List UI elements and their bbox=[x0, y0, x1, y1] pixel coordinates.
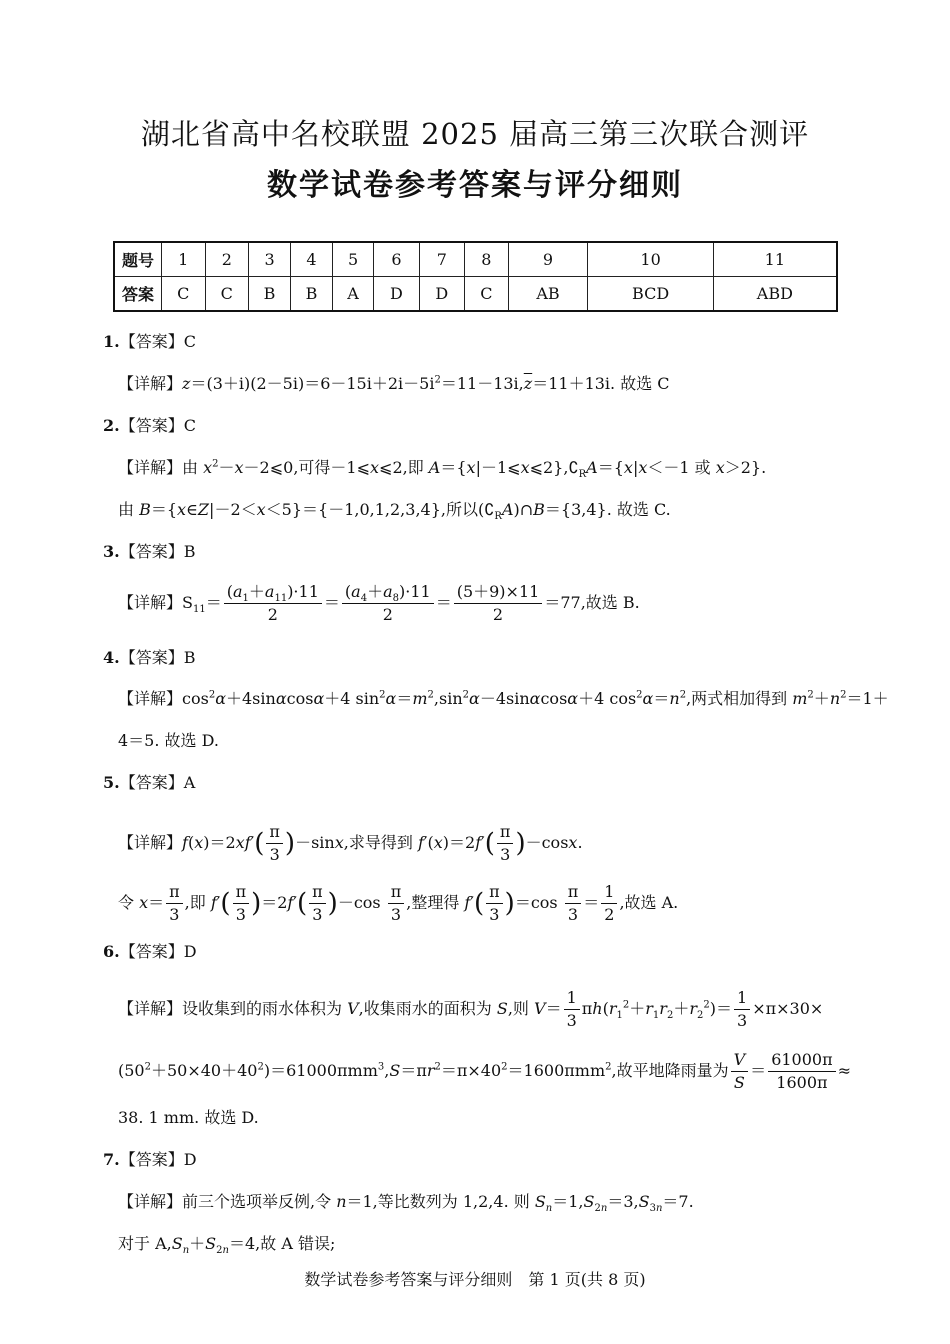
question-2-detail: 【详解】由 $x^2-x-2⩽0$,可得－1⩽x⩽2,即 $A=\{x|-1⩽x⩽2\},∁_RA=\{x|x<-1$ 或 x＞2}. bbox=[118, 458, 767, 481]
question-7-header bbox=[103, 1150, 197, 1170]
question-7-detail: 【详解】前三个选项举反例,令 n＝1,等比数列为 1,2,4. 则 $S_n=1,S_{2n}=3,S_{3n}=7$. bbox=[118, 1192, 694, 1215]
page-title: 湖北省高中名校联盟 2025 届高三第三次联合测评 bbox=[140, 117, 810, 151]
answer-label: 【答案】D bbox=[119, 942, 197, 961]
table-cell: BCD bbox=[588, 277, 713, 312]
page-subtitle: 数学试卷参考答案与评分细则 bbox=[267, 168, 683, 203]
question-number: 5. bbox=[103, 773, 120, 792]
table-header-cell: 答案 bbox=[114, 277, 162, 312]
question-4-detail: 【详解】$\cos^2\alpha+4\sin\alpha\cos\alpha+4$ $\sin^2\alpha=m^2,\sin^2\alpha-4\sin\alpha\cos\alpha+4$ $\cos^2\alpha=n^2$,两式相加得到 $m^2+n^2=1+$ bbox=[118, 689, 889, 708]
table-cell: 10 bbox=[588, 242, 713, 277]
question-7-detail-2: 对于 $A,S_n+S_{2n}=4$,故 A 错误; bbox=[118, 1234, 336, 1257]
table-cell: 2 bbox=[205, 242, 249, 277]
table-cell: D bbox=[419, 277, 464, 312]
question-5-detail-2: 令 x＝ $\frac{\pi}{3}$ ,即 f′( $\frac{\pi}{3}$ )＝2f′( $\frac{\pi}{3}$ )－cos $\frac{\pi}{3}$ ,整理得 f′( $\frac{\pi}{3}$ )＝cos $\frac{\pi}{3}$ ＝ $\frac{1}{2}$ ,故选 A. bbox=[118, 882, 679, 924]
answer-label: 【答案】A bbox=[119, 773, 196, 792]
answer-label: 【答案】C bbox=[119, 332, 196, 351]
table-cell: 4 bbox=[291, 242, 333, 277]
table-cell: 6 bbox=[374, 242, 419, 277]
table-cell: AB bbox=[508, 277, 588, 312]
table-header-cell: 题号 bbox=[114, 242, 162, 277]
question-number: 6. bbox=[103, 942, 120, 961]
question-number: 4. bbox=[103, 648, 120, 667]
question-number: 2. bbox=[103, 416, 120, 435]
answer-label: 【答案】C bbox=[119, 416, 196, 435]
question-2-detail-2: 由 B＝{x∈Z|－2＜x＜5}＝{－1,0,1,2,3,4},所以$(∁_RA)\cap B=\{3,4\}$. 故选 C. bbox=[118, 500, 671, 523]
table-row bbox=[114, 277, 837, 312]
answer-table bbox=[113, 241, 838, 312]
question-number: 3. bbox=[103, 542, 120, 561]
question-5-header bbox=[103, 773, 195, 793]
table-cell: B bbox=[249, 277, 291, 312]
page-footer: 数学试卷参考答案与评分细则 第 1 页(共 8 页) bbox=[304, 1270, 646, 1289]
table-cell: C bbox=[465, 277, 509, 312]
answer-label: 【答案】D bbox=[119, 1150, 197, 1169]
table-cell: 5 bbox=[332, 242, 373, 277]
table-cell: D bbox=[374, 277, 419, 312]
table-cell: C bbox=[162, 277, 206, 312]
question-6-header bbox=[103, 942, 197, 962]
table-cell: 11 bbox=[713, 242, 837, 277]
table-cell: ABD bbox=[713, 277, 837, 312]
question-6-detail-2: $(50^2+50\times 40+40^2)=61000\pi mm^3,S=\pi r^2=\pi\times 40^2=1600\pi mm^2$,故平地降雨量为 $\frac{V}{S}$ ＝ $\frac{61000\pi}{1600\pi}$ ≈ bbox=[118, 1050, 852, 1092]
table-cell: B bbox=[291, 277, 333, 312]
table-cell: A bbox=[332, 277, 373, 312]
table-cell: 9 bbox=[508, 242, 588, 277]
table-cell: 1 bbox=[162, 242, 206, 277]
question-2-header bbox=[103, 416, 196, 436]
table-row bbox=[114, 242, 837, 277]
table-cell: C bbox=[205, 277, 249, 312]
question-3-header bbox=[103, 542, 195, 562]
question-number: 1. bbox=[103, 332, 120, 351]
answer-label: 【答案】B bbox=[119, 542, 196, 561]
question-6-detail-3: 38. 1 mm. 故选 D. bbox=[118, 1108, 259, 1127]
question-3-detail: 【详解】$S_{11}=$ $\frac{(a_1+a_{11})\cdot 11}{2}$ ＝ $\frac{(a_4+a_8)\cdot 11}{2}$ ＝ $\frac{(5+9)\times 11}{2}$ ＝77,故选 B. bbox=[118, 582, 640, 624]
table-cell: 3 bbox=[249, 242, 291, 277]
answer-label: 【答案】B bbox=[119, 648, 196, 667]
question-6-detail: 【详解】设收集到的雨水体积为 V,收集雨水的面积为 S,则 V＝ $\frac{1}{3}$ $\pi h(r_1^2+r_1r_2+r_2^2)=$ $\frac{1}{3}$ ×π×30× bbox=[118, 988, 824, 1030]
question-4-detail-2: 4＝5. 故选 D. bbox=[118, 731, 219, 750]
question-number: 7. bbox=[103, 1150, 120, 1169]
question-5-detail: 【详解】f(x)＝2xf′( $\frac{\pi}{3}$ )－sinx,求导得到 f′(x)＝2f′( $\frac{\pi}{3}$ )－cosx. bbox=[118, 822, 583, 864]
question-1-header bbox=[103, 332, 196, 352]
question-4-header bbox=[103, 648, 195, 668]
question-1-detail: 【详解】$z=(3+i)(2-5i)=6-15i+2i-5i^2=11-13i,\overline{z}=11+13i$. 故选 C bbox=[118, 374, 670, 393]
table-cell: 8 bbox=[465, 242, 509, 277]
table-cell: 7 bbox=[419, 242, 464, 277]
